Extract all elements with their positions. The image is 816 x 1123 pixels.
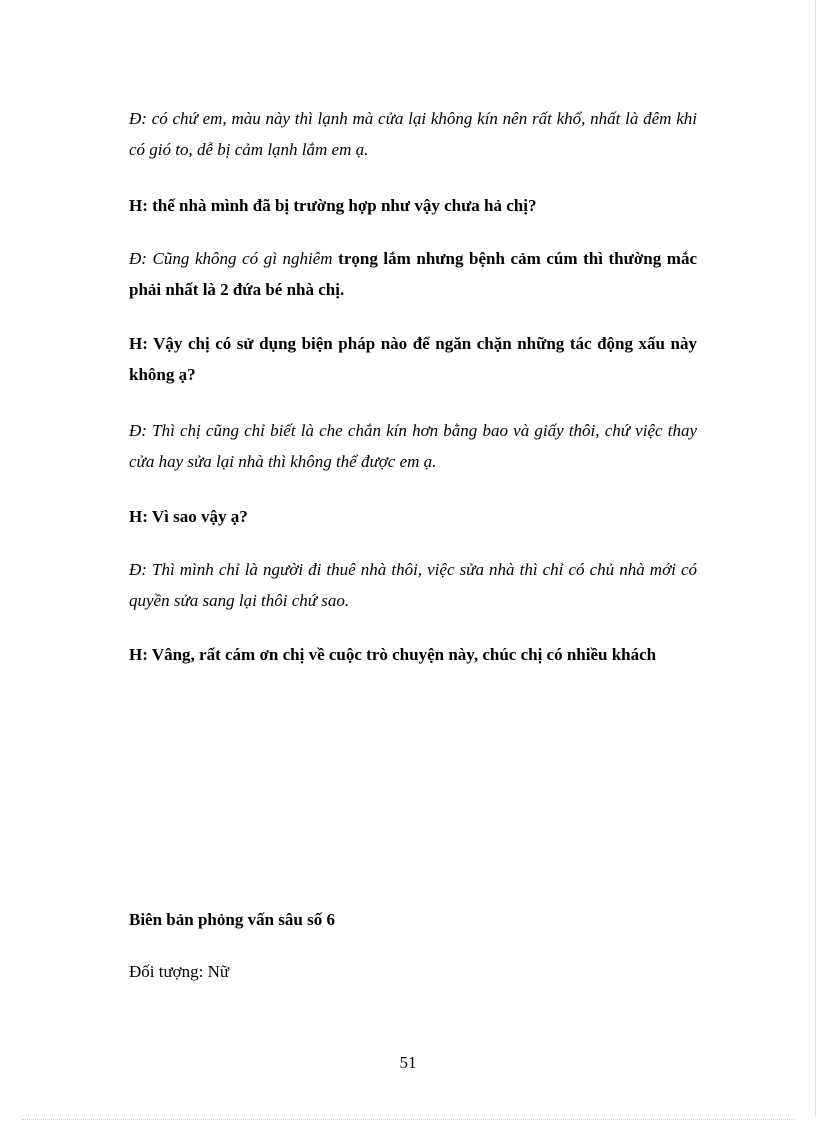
page-bottom-border: [22, 1119, 794, 1120]
answer-paragraph-2-italic-part: Đ: Cũng không có gì nghiêm: [129, 249, 333, 268]
question-paragraph-2: H: Vậy chị có sử dụng biện pháp nào để ngăn chặn những tác động xấu này không ạ?: [129, 334, 697, 384]
question-paragraph-1: H: thế nhà mình đã bị trường hợp như vậy chưa hả chị?: [129, 196, 537, 215]
answer-paragraph-3: Đ: Thì chị cũng chỉ biết là che chắn kín hơn bằng bao và giấy thôi, chứ việc thay cửa hay sửa lại nhà thì không thể được em ạ.: [129, 421, 697, 471]
question-paragraph-4: H: Vâng, rất cám ơn chị về cuộc trò chuyện này, chúc chị có nhiều khách: [129, 645, 657, 664]
section-title: Biên bản phỏng vấn sâu số 6: [129, 910, 335, 929]
answer-paragraph-2-bold-part: trọng lắm nhưng bệnh cảm cúm thì thường mắc phải nhất là 2 đứa bé nhà chị.: [129, 249, 697, 299]
subject-line: Đối tượng: Nữ: [129, 962, 230, 981]
question-paragraph-3: H: Vì sao vậy ạ?: [129, 507, 248, 526]
page-number: 51: [399, 1053, 417, 1072]
answer-paragraph-1: Đ: có chứ em, màu này thì lạnh mà cửa lại không kín nên rất khổ, nhất là đêm khi có gió to, dễ bị cảm lạnh lắm em ạ.: [129, 109, 697, 159]
answer-paragraph-4: Đ: Thì mình chỉ là người đi thuê nhà thôi, việc sửa nhà thì chỉ có chủ nhà mới có quyền sửa sang lại thôi chứ sao.: [129, 560, 697, 610]
answer-paragraph-2: [129, 243, 697, 305]
